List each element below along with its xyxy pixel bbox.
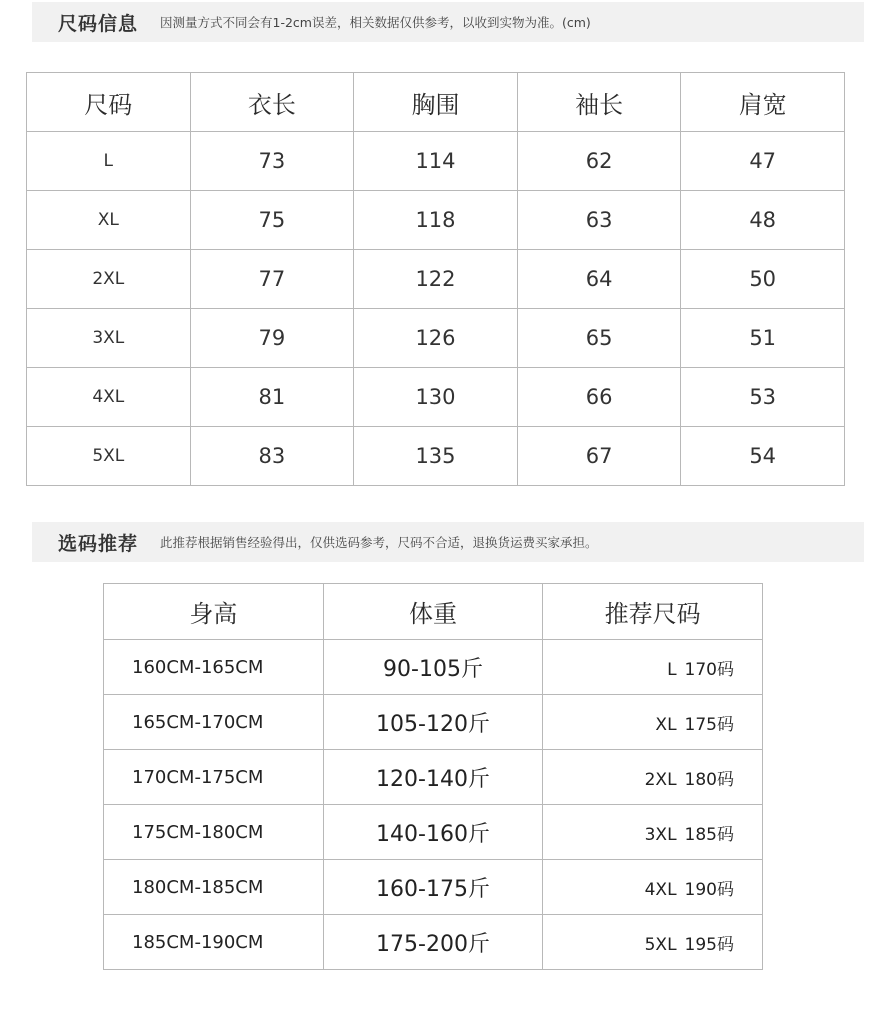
- recommended-size: 4XL: [644, 879, 677, 900]
- size-info-header: [32, 2, 864, 42]
- table-row: [27, 191, 845, 250]
- sleeve-cell: 66: [517, 368, 681, 427]
- chest-cell: 135: [354, 427, 518, 486]
- recommended-size: 2XL: [644, 769, 677, 790]
- chest-cell: 130: [354, 368, 518, 427]
- chest-cell: 126: [354, 309, 518, 368]
- shoulder-cell: 53: [681, 368, 845, 427]
- weight-cell: 140-160斤: [323, 805, 543, 860]
- column-header: 体重: [323, 584, 543, 640]
- recommended-size: 3XL: [644, 824, 677, 845]
- table-row: [27, 368, 845, 427]
- recommended-code: 180码: [684, 769, 734, 790]
- sleeve-cell: 62: [517, 132, 681, 191]
- recommendation-title: 选码推荐: [58, 532, 139, 555]
- recommended-code: 175码: [684, 714, 734, 735]
- weight-cell: 160-175斤: [323, 860, 543, 915]
- column-header: 袖长: [517, 73, 681, 132]
- length-cell: 77: [190, 250, 354, 309]
- sleeve-cell: 63: [517, 191, 681, 250]
- recommended-size-cell: [543, 915, 763, 970]
- table-row: [104, 640, 763, 695]
- length-cell: 81: [190, 368, 354, 427]
- recommended-size-cell: [543, 805, 763, 860]
- height-cell: 175CM-180CM: [104, 805, 324, 860]
- size-cell: XL: [27, 191, 191, 250]
- weight-cell: 175-200斤: [323, 915, 543, 970]
- recommendation-table: [103, 583, 763, 970]
- recommended-size-cell: [543, 860, 763, 915]
- recommended-code: 185码: [684, 824, 734, 845]
- table-row: [104, 805, 763, 860]
- size-table: [26, 72, 845, 486]
- recommended-code: 190码: [684, 879, 734, 900]
- chest-cell: 122: [354, 250, 518, 309]
- column-header: 尺码: [27, 73, 191, 132]
- recommended-size: XL: [655, 714, 677, 735]
- recommendation-header-row: [104, 584, 763, 640]
- recommended-size-cell: [543, 750, 763, 805]
- table-row: [104, 915, 763, 970]
- shoulder-cell: 47: [681, 132, 845, 191]
- length-cell: 83: [190, 427, 354, 486]
- table-row: [104, 695, 763, 750]
- sleeve-cell: 67: [517, 427, 681, 486]
- chest-cell: 118: [354, 191, 518, 250]
- weight-cell: 90-105斤: [323, 640, 543, 695]
- recommended-code: 170码: [684, 659, 734, 680]
- sleeve-cell: 65: [517, 309, 681, 368]
- size-info-note: 因测量方式不同会有1-2cm误差，相关数据仅供参考，以收到实物为准。(cm): [160, 15, 591, 30]
- table-row: [104, 750, 763, 805]
- size-table-header-row: [27, 73, 845, 132]
- recommendation-header: [32, 522, 864, 562]
- size-cell: 4XL: [27, 368, 191, 427]
- table-row: [27, 132, 845, 191]
- recommended-code: 195码: [684, 934, 734, 955]
- size-cell: 5XL: [27, 427, 191, 486]
- height-cell: 165CM-170CM: [104, 695, 324, 750]
- column-header: 胸围: [354, 73, 518, 132]
- length-cell: 79: [190, 309, 354, 368]
- column-header: 肩宽: [681, 73, 845, 132]
- shoulder-cell: 50: [681, 250, 845, 309]
- height-cell: 180CM-185CM: [104, 860, 324, 915]
- size-cell: 2XL: [27, 250, 191, 309]
- recommended-size: 5XL: [644, 934, 677, 955]
- length-cell: 75: [190, 191, 354, 250]
- weight-cell: 120-140斤: [323, 750, 543, 805]
- height-cell: 185CM-190CM: [104, 915, 324, 970]
- height-cell: 170CM-175CM: [104, 750, 324, 805]
- recommended-size-cell: [543, 695, 763, 750]
- sleeve-cell: 64: [517, 250, 681, 309]
- column-header: 身高: [104, 584, 324, 640]
- weight-cell: 105-120斤: [323, 695, 543, 750]
- shoulder-cell: 48: [681, 191, 845, 250]
- size-cell: L: [27, 132, 191, 191]
- table-row: [27, 250, 845, 309]
- length-cell: 73: [190, 132, 354, 191]
- table-row: [27, 427, 845, 486]
- column-header: 衣长: [190, 73, 354, 132]
- height-cell: 160CM-165CM: [104, 640, 324, 695]
- size-cell: 3XL: [27, 309, 191, 368]
- chest-cell: 114: [354, 132, 518, 191]
- size-info-title: 尺码信息: [58, 12, 139, 35]
- column-header: 推荐尺码: [543, 584, 763, 640]
- table-row: [104, 860, 763, 915]
- shoulder-cell: 54: [681, 427, 845, 486]
- recommended-size-cell: [543, 640, 763, 695]
- table-row: [27, 309, 845, 368]
- recommendation-note: 此推荐根据销售经验得出，仅供选码参考，尺码不合适，退换货运费买家承担。: [160, 535, 598, 550]
- shoulder-cell: 51: [681, 309, 845, 368]
- recommended-size: L: [667, 659, 677, 680]
